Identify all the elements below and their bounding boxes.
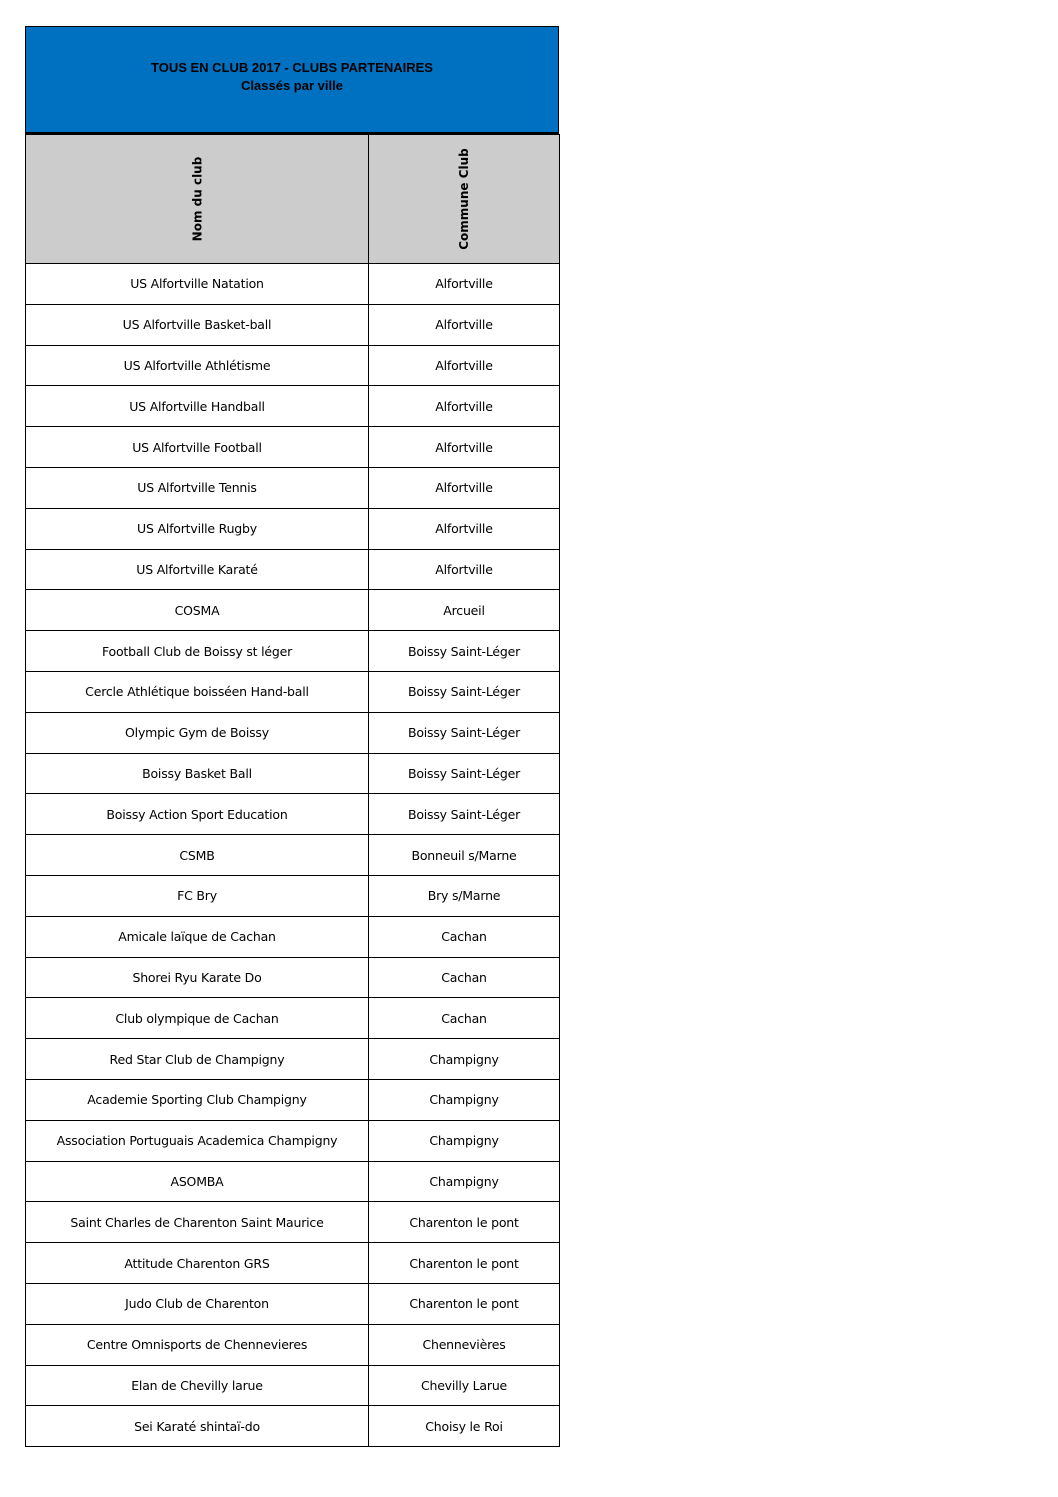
- table-row: [26, 1079, 560, 1120]
- commune-cell: Alfortville: [369, 549, 560, 590]
- table-row: [26, 1161, 560, 1202]
- table-row: [26, 712, 560, 753]
- commune-cell: Bonneuil s/Marne: [369, 835, 560, 876]
- commune-cell: Boissy Saint-Léger: [369, 712, 560, 753]
- table-row: [26, 549, 560, 590]
- table-row: [26, 671, 560, 712]
- commune-cell: Alfortville: [369, 508, 560, 549]
- commune-cell: Alfortville: [369, 467, 560, 508]
- commune-cell: Charenton le pont: [369, 1283, 560, 1324]
- table-row: [26, 1365, 560, 1406]
- commune-cell: Boissy Saint-Léger: [369, 753, 560, 794]
- commune-cell: Chennevières: [369, 1324, 560, 1365]
- page-title: TOUS EN CLUB 2017 - CLUBS PARTENAIRES: [151, 59, 433, 75]
- club-name-cell: US Alfortville Athlétisme: [26, 345, 369, 386]
- commune-cell: Boissy Saint-Léger: [369, 671, 560, 712]
- commune-cell: Cachan: [369, 957, 560, 998]
- table-row: [26, 1283, 560, 1324]
- club-name-cell: CSMB: [26, 835, 369, 876]
- club-name-cell: Cercle Athlétique boisséen Hand-ball: [26, 671, 369, 712]
- table-row: [26, 345, 560, 386]
- table-row: [26, 590, 560, 631]
- table-row: [26, 631, 560, 672]
- table-row: [26, 508, 560, 549]
- club-name-cell: Judo Club de Charenton: [26, 1283, 369, 1324]
- table-row: [26, 1120, 560, 1161]
- commune-cell: Alfortville: [369, 304, 560, 345]
- club-name-cell: Elan de Chevilly larue: [26, 1365, 369, 1406]
- table-row: [26, 1406, 560, 1447]
- club-name-cell: Boissy Basket Ball: [26, 753, 369, 794]
- club-name-cell: Saint Charles de Charenton Saint Maurice: [26, 1202, 369, 1243]
- column-header-club: [26, 135, 369, 264]
- club-name-cell: US Alfortville Basket-ball: [26, 304, 369, 345]
- commune-cell: Arcueil: [369, 590, 560, 631]
- table-row: [26, 753, 560, 794]
- table-row: [26, 386, 560, 427]
- club-name-cell: Centre Omnisports de Chennevieres: [26, 1324, 369, 1365]
- table-row: [26, 264, 560, 305]
- commune-cell: Charenton le pont: [369, 1202, 560, 1243]
- commune-cell: Champigny: [369, 1120, 560, 1161]
- table-row: [26, 998, 560, 1039]
- table-row: [26, 467, 560, 508]
- club-name-cell: Red Star Club de Champigny: [26, 1039, 369, 1080]
- club-name-cell: Olympic Gym de Boissy: [26, 712, 369, 753]
- club-name-cell: Sei Karaté shintaï-do: [26, 1406, 369, 1447]
- clubs-table: [25, 134, 560, 1447]
- club-name-cell: COSMA: [26, 590, 369, 631]
- table-row: [26, 427, 560, 468]
- commune-cell: Chevilly Larue: [369, 1365, 560, 1406]
- club-name-cell: US Alfortville Karaté: [26, 549, 369, 590]
- table-header-row: [26, 135, 560, 264]
- club-name-cell: Attitude Charenton GRS: [26, 1243, 369, 1284]
- club-name-cell: Association Portuguais Academica Champigny: [26, 1120, 369, 1161]
- commune-cell: Alfortville: [369, 264, 560, 305]
- commune-cell: Alfortville: [369, 427, 560, 468]
- club-name-cell: FC Bry: [26, 875, 369, 916]
- commune-cell: Alfortville: [369, 345, 560, 386]
- table-row: [26, 835, 560, 876]
- table-row: [26, 957, 560, 998]
- commune-cell: Cachan: [369, 916, 560, 957]
- club-name-cell: Shorei Ryu Karate Do: [26, 957, 369, 998]
- commune-cell: Champigny: [369, 1039, 560, 1080]
- club-name-cell: US Alfortville Rugby: [26, 508, 369, 549]
- commune-cell: Cachan: [369, 998, 560, 1039]
- title-band: [25, 26, 559, 134]
- club-name-cell: Amicale laïque de Cachan: [26, 916, 369, 957]
- table-row: [26, 916, 560, 957]
- commune-cell: Bry s/Marne: [369, 875, 560, 916]
- table-row: [26, 875, 560, 916]
- table-row: [26, 304, 560, 345]
- club-name-cell: Boissy Action Sport Education: [26, 794, 369, 835]
- club-name-cell: Club olympique de Cachan: [26, 998, 369, 1039]
- club-name-cell: US Alfortville Football: [26, 427, 369, 468]
- commune-cell: Charenton le pont: [369, 1243, 560, 1284]
- club-name-cell: US Alfortville Tennis: [26, 467, 369, 508]
- commune-cell: Boissy Saint-Léger: [369, 794, 560, 835]
- commune-cell: Alfortville: [369, 386, 560, 427]
- club-name-cell: US Alfortville Natation: [26, 264, 369, 305]
- club-list-sheet: [25, 26, 559, 1447]
- table-row: [26, 1202, 560, 1243]
- table-row: [26, 1324, 560, 1365]
- commune-cell: Champigny: [369, 1079, 560, 1120]
- commune-cell: Choisy le Roi: [369, 1406, 560, 1447]
- column-header-commune-label: Commune Club: [456, 148, 471, 250]
- page-subtitle: Classés par ville: [241, 77, 343, 93]
- club-name-cell: US Alfortville Handball: [26, 386, 369, 427]
- table-row: [26, 1039, 560, 1080]
- column-header-commune: [369, 135, 560, 264]
- club-name-cell: Academie Sporting Club Champigny: [26, 1079, 369, 1120]
- club-name-cell: Football Club de Boissy st léger: [26, 631, 369, 672]
- table-row: [26, 794, 560, 835]
- club-name-cell: ASOMBA: [26, 1161, 369, 1202]
- commune-cell: Boissy Saint-Léger: [369, 631, 560, 672]
- table-row: [26, 1243, 560, 1284]
- commune-cell: Champigny: [369, 1161, 560, 1202]
- column-header-club-label: Nom du club: [189, 156, 204, 242]
